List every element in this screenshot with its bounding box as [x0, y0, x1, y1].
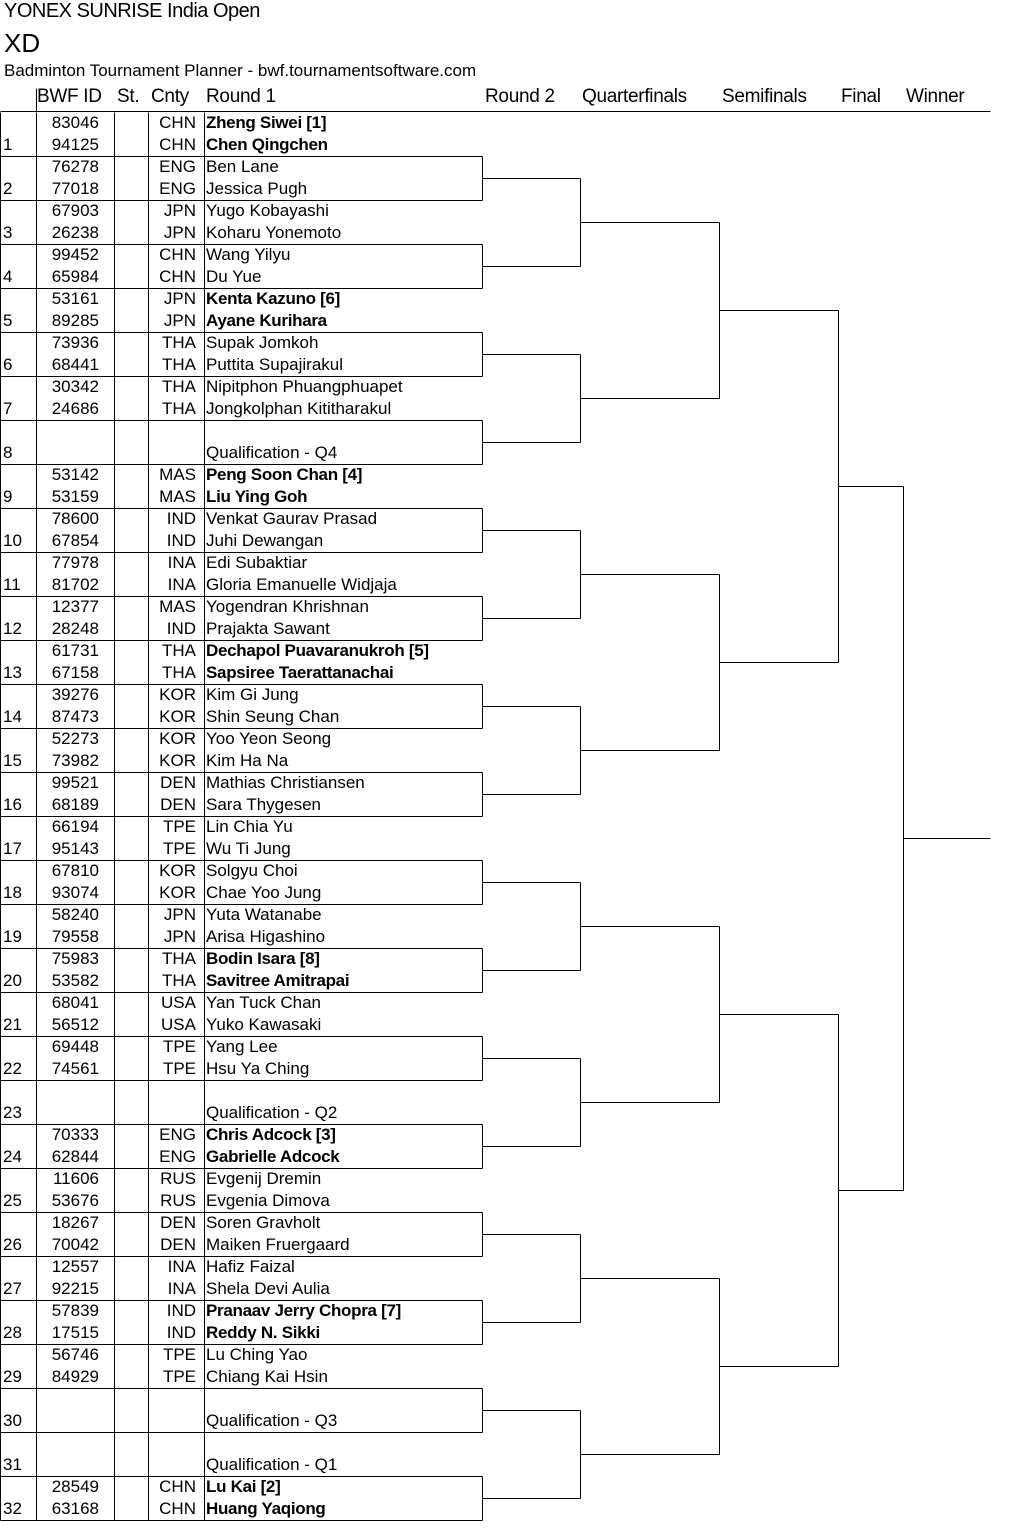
country-code: THA	[162, 355, 196, 374]
event-name: XD	[4, 28, 41, 58]
bwf-id: 70042	[51, 1235, 99, 1254]
player-name: Nipitphon Phuangphuapet	[206, 377, 403, 396]
bwf-id: 94125	[51, 135, 99, 154]
bwf-id: 61731	[51, 641, 99, 660]
seeded-player-name: Huang Yaqiong	[206, 1499, 326, 1518]
col-header-semifinals: Semifinals	[722, 86, 807, 107]
player-name: Du Yue	[206, 267, 262, 286]
bwf-id: 89285	[51, 311, 99, 330]
bwf-id: 30342	[51, 377, 99, 396]
draw-position: 11	[3, 575, 21, 594]
bwf-id: 70333	[51, 1125, 99, 1144]
draw-position: 3	[3, 223, 13, 242]
col-header-quarterfinals: Quarterfinals	[582, 86, 687, 107]
bwf-id: 53676	[51, 1191, 99, 1210]
draw-position: 5	[3, 311, 13, 330]
bwf-id: 39276	[51, 685, 99, 704]
player-name: Qualification - Q2	[206, 1103, 338, 1122]
draw-position: 6	[3, 355, 13, 374]
country-code: THA	[162, 399, 196, 418]
draw-position: 17	[3, 839, 22, 858]
country-code: CHN	[159, 267, 196, 286]
player-name: Soren Gravholt	[206, 1213, 321, 1232]
country-code: MAS	[159, 465, 196, 484]
draw-position: 28	[3, 1323, 22, 1342]
draw-position: 19	[3, 927, 22, 946]
seeded-player-name: Liu Ying Goh	[206, 487, 308, 506]
draw-position: 18	[3, 883, 22, 902]
bwf-id: 79558	[51, 927, 99, 946]
player-name: Qualification - Q1	[206, 1455, 338, 1474]
player-name: Chae Yoo Jung	[206, 883, 322, 902]
bwf-id: 83046	[51, 113, 99, 132]
col-header-status: St.	[117, 86, 140, 107]
bwf-id: 99521	[51, 773, 99, 792]
player-name: Wu Ti Jung	[206, 839, 291, 858]
player-name: Qualification - Q3	[206, 1411, 338, 1430]
bwf-id: 67854	[51, 531, 99, 550]
bwf-id: 24686	[51, 399, 99, 418]
bwf-id: 77018	[51, 179, 99, 198]
bwf-id: 77978	[51, 553, 99, 572]
country-code: CHN	[159, 245, 196, 264]
player-name: Maiken Fruergaard	[206, 1235, 350, 1254]
player-name: Juhi Dewangan	[206, 531, 324, 550]
draw-position: 22	[3, 1059, 22, 1078]
draw-position: 13	[3, 663, 22, 682]
country-code: IND	[166, 619, 196, 638]
bwf-id: 57839	[51, 1301, 99, 1320]
player-name: Shin Seung Chan	[206, 707, 340, 726]
bwf-id: 26238	[51, 223, 99, 242]
country-code: THA	[162, 663, 196, 682]
player-name: Prajakta Sawant	[206, 619, 330, 638]
draw-position: 12	[3, 619, 22, 638]
bwf-id: 68441	[51, 355, 99, 374]
bwf-id: 58240	[51, 905, 99, 924]
bwf-id: 76278	[51, 157, 99, 176]
draw-position: 4	[3, 267, 13, 286]
col-header-round1: Round 1	[206, 86, 276, 107]
bwf-id: 95143	[51, 839, 99, 858]
bwf-id: 56746	[51, 1345, 99, 1364]
country-code: DEN	[160, 795, 196, 814]
draw-position: 27	[3, 1279, 22, 1298]
country-code: ENG	[159, 1147, 196, 1166]
bwf-id: 12557	[51, 1257, 99, 1276]
country-code: THA	[162, 949, 196, 968]
player-name: Kim Gi Jung	[206, 685, 299, 704]
draw-position: 20	[3, 971, 22, 990]
bwf-id: 53159	[51, 487, 99, 506]
country-code: THA	[162, 377, 196, 396]
bwf-id: 67158	[51, 663, 99, 682]
seeded-player-name: Chris Adcock [3]	[206, 1125, 336, 1144]
draw-position: 30	[3, 1411, 22, 1430]
country-code: TPE	[162, 1059, 196, 1078]
bwf-id: 92215	[51, 1279, 99, 1298]
player-name: Shela Devi Aulia	[206, 1279, 330, 1298]
draw-position: 15	[3, 751, 22, 770]
bwf-id: 93074	[51, 883, 99, 902]
seeded-player-name: Peng Soon Chan [4]	[206, 465, 363, 484]
seeded-player-name: Kenta Kazuno [6]	[206, 289, 341, 308]
draw-position: 2	[3, 179, 13, 198]
seeded-player-name: Reddy N. Sikki	[206, 1323, 320, 1342]
player-name: Ben Lane	[206, 157, 279, 176]
draw-position: 14	[3, 707, 22, 726]
draw-position: 29	[3, 1367, 22, 1386]
seeded-player-name: Savitree Amitrapai	[206, 971, 350, 990]
seeded-player-name: Chen Qingchen	[206, 135, 328, 154]
player-name: Mathias Christiansen	[206, 773, 365, 792]
country-code: TPE	[162, 839, 196, 858]
bwf-id: 53161	[51, 289, 99, 308]
tournament-title: YONEX SUNRISE India Open	[4, 0, 260, 22]
country-code: DEN	[160, 1213, 196, 1232]
col-header-final: Final	[841, 86, 881, 107]
country-code: MAS	[159, 597, 196, 616]
player-name: Hsu Ya Ching	[206, 1059, 310, 1078]
bwf-id: 69448	[51, 1037, 99, 1056]
country-code: RUS	[160, 1169, 196, 1188]
bwf-id: 73982	[51, 751, 99, 770]
col-header-bwf-id: BWF ID	[37, 86, 102, 107]
draw-position: 10	[3, 531, 22, 550]
player-name: Venkat Gaurav Prasad	[206, 509, 378, 528]
draw-position: 1	[3, 135, 13, 154]
draw-position: 24	[3, 1147, 22, 1166]
player-name: Edi Subaktiar	[206, 553, 308, 572]
draw-position: 31	[3, 1455, 22, 1474]
player-name: Qualification - Q4	[206, 443, 338, 462]
player-name: Yuta Watanabe	[206, 905, 322, 924]
player-name: Yan Tuck Chan	[206, 993, 321, 1012]
draw-position: 8	[3, 443, 13, 462]
player-name: Supak Jomkoh	[206, 333, 319, 352]
country-code: INA	[167, 1279, 196, 1298]
player-name: Yuko Kawasaki	[206, 1015, 322, 1034]
country-code: TPE	[162, 1037, 196, 1056]
bwf-id: 62844	[51, 1147, 99, 1166]
bwf-id: 28549	[51, 1477, 99, 1496]
country-code: TPE	[162, 1345, 196, 1364]
country-code: THA	[162, 971, 196, 990]
player-name: Puttita Supajirakul	[206, 355, 344, 374]
seeded-player-name: Pranaav Jerry Chopra [7]	[206, 1301, 401, 1320]
country-code: CHN	[159, 1477, 196, 1496]
country-code: IND	[166, 1323, 196, 1342]
country-code: INA	[167, 553, 196, 572]
draw-position: 32	[3, 1499, 22, 1518]
bwf-id: 87473	[51, 707, 99, 726]
country-code: CHN	[159, 1499, 196, 1518]
bwf-id: 73936	[51, 333, 99, 352]
seeded-player-name: Lu Kai [2]	[206, 1477, 281, 1496]
bwf-id: 81702	[51, 575, 99, 594]
seeded-player-name: Zheng Siwei [1]	[206, 113, 327, 132]
draw-position: 7	[3, 399, 13, 418]
player-name: Solgyu Choi	[206, 861, 298, 880]
seeded-player-name: Bodin Isara [8]	[206, 949, 320, 968]
country-code: JPN	[163, 905, 196, 924]
bwf-id: 52273	[51, 729, 99, 748]
bwf-id: 53142	[51, 465, 99, 484]
country-code: KOR	[159, 707, 196, 726]
draw-position: 9	[3, 487, 13, 506]
country-code: TPE	[162, 1367, 196, 1386]
source-caption: Badminton Tournament Planner - bwf.tournamentsoftware.com	[4, 61, 477, 80]
country-code: IND	[166, 1301, 196, 1320]
bwf-id: 63168	[51, 1499, 99, 1518]
player-name: Jongkolphan Kititharakul	[206, 399, 392, 418]
bwf-id: 17515	[51, 1323, 99, 1342]
bwf-id: 75983	[51, 949, 99, 968]
player-name: Koharu Yonemoto	[206, 223, 342, 242]
country-code: JPN	[163, 223, 196, 242]
seeded-player-name: Gabrielle Adcock	[206, 1147, 340, 1166]
country-code: KOR	[159, 861, 196, 880]
draw-position: 21	[3, 1015, 22, 1034]
player-name: Yugo Kobayashi	[206, 201, 329, 220]
bwf-id: 65984	[51, 267, 99, 286]
country-code: USA	[161, 993, 196, 1012]
bwf-id: 68189	[51, 795, 99, 814]
country-code: INA	[167, 575, 196, 594]
country-code: TPE	[162, 817, 196, 836]
country-code: KOR	[159, 883, 196, 902]
player-name: Jessica Pugh	[206, 179, 308, 198]
player-name: Yogendran Khrishnan	[206, 597, 369, 616]
country-code: ENG	[159, 179, 196, 198]
player-name: Kim Ha Na	[206, 751, 289, 770]
country-code: JPN	[163, 201, 196, 220]
bwf-id: 78600	[51, 509, 99, 528]
bwf-id: 67903	[51, 201, 99, 220]
country-code: ENG	[159, 157, 196, 176]
col-header-round2: Round 2	[485, 86, 555, 107]
bwf-id: 56512	[51, 1015, 99, 1034]
bwf-id: 12377	[51, 597, 99, 616]
bwf-id: 53582	[51, 971, 99, 990]
seeded-player-name: Dechapol Puavaranukroh [5]	[206, 641, 429, 660]
player-name: Yang Lee	[206, 1037, 278, 1056]
country-code: DEN	[160, 773, 196, 792]
draw-position: 25	[3, 1191, 22, 1210]
country-code: KOR	[159, 729, 196, 748]
country-code: KOR	[159, 751, 196, 770]
country-code: RUS	[160, 1191, 196, 1210]
country-code: CHN	[159, 113, 196, 132]
bwf-id: 68041	[51, 993, 99, 1012]
player-name: Arisa Higashino	[206, 927, 326, 946]
player-name: Sara Thygesen	[206, 795, 321, 814]
country-code: MAS	[159, 487, 196, 506]
country-code: KOR	[159, 685, 196, 704]
seeded-player-name: Sapsiree Taerattanachai	[206, 663, 394, 682]
bwf-id: 11606	[52, 1169, 99, 1188]
country-code: INA	[167, 1257, 196, 1276]
country-code: IND	[166, 531, 196, 550]
draw-position: 26	[3, 1235, 22, 1254]
col-header-winner: Winner	[906, 86, 965, 107]
bwf-id: 28248	[51, 619, 99, 638]
country-code: THA	[162, 641, 196, 660]
player-name: Wang Yilyu	[206, 245, 291, 264]
col-header-country: Cnty	[151, 86, 189, 107]
bwf-id: 74561	[51, 1059, 99, 1078]
player-name: Hafiz Faizal	[206, 1257, 295, 1276]
country-code: ENG	[159, 1125, 196, 1144]
player-name: Evgenia Dimova	[206, 1191, 330, 1210]
country-code: JPN	[163, 289, 196, 308]
bwf-id: 99452	[51, 245, 99, 264]
player-name: Lu Ching Yao	[206, 1345, 308, 1364]
bwf-id: 18267	[51, 1213, 99, 1232]
player-name: Chiang Kai Hsin	[206, 1367, 328, 1386]
bwf-id: 67810	[51, 861, 99, 880]
draw-position: 16	[3, 795, 22, 814]
player-name: Evgenij Dremin	[206, 1169, 322, 1188]
player-name: Yoo Yeon Seong	[206, 729, 332, 748]
player-name: Gloria Emanuelle Widjaja	[206, 575, 397, 594]
country-code: CHN	[159, 135, 196, 154]
country-code: DEN	[160, 1235, 196, 1254]
country-code: USA	[161, 1015, 196, 1034]
bwf-id: 66194	[51, 817, 99, 836]
seeded-player-name: Ayane Kurihara	[206, 311, 327, 330]
player-name: Lin Chia Yu	[206, 817, 293, 836]
bwf-id: 84929	[51, 1367, 99, 1386]
country-code: JPN	[163, 311, 196, 330]
country-code: THA	[162, 333, 196, 352]
draw-position: 23	[3, 1103, 22, 1122]
country-code: IND	[166, 509, 196, 528]
country-code: JPN	[163, 927, 196, 946]
